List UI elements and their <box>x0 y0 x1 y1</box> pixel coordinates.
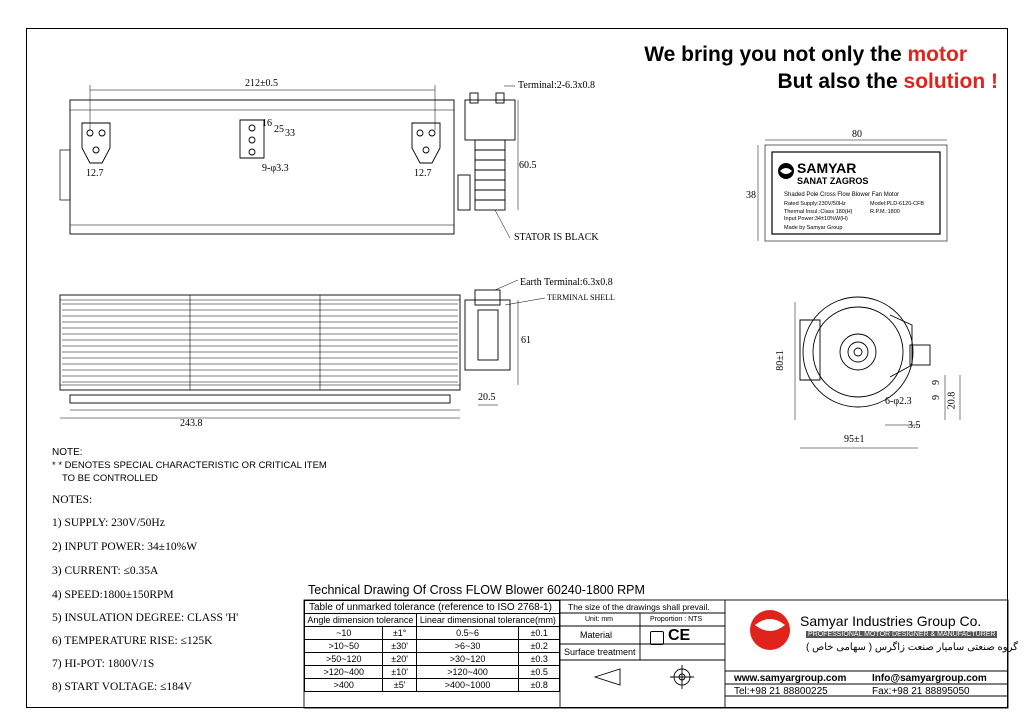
table-cell: ±0.8 <box>519 679 560 692</box>
plate-brand-sub: SANAT ZAGROS <box>797 176 869 186</box>
angle-header: Angle dimension tolerance <box>305 614 417 627</box>
table-row <box>305 627 560 640</box>
table-row <box>305 679 560 692</box>
end-holes-dim: 6-φ2.3 <box>885 396 912 407</box>
table-cell: >400 <box>305 679 383 692</box>
headline-line2-prefix: But also the <box>777 70 904 93</box>
table-cell: ±0.3 <box>519 653 560 666</box>
surface-label: Surface treatment <box>564 647 636 657</box>
plate-input: Input Power:34±10%W(H) <box>784 216 848 222</box>
notes-item: 2) INPUT POWER: 34±10%W <box>52 541 198 553</box>
notes-item: 5) INSULATION DEGREE: CLASS 'H' <box>52 612 239 624</box>
company-tel: Tel:+98 21 88800225 <box>734 686 828 697</box>
company-persian: گروه صنعتی سامیار صنعت زاگرس ( سهامی خاص ) <box>806 642 1018 653</box>
plate-rated: Rated Supply:230V/50Hz <box>784 201 846 207</box>
table-cell: ±0.2 <box>519 640 560 653</box>
company-logo-mark <box>750 610 790 650</box>
table-cell: ±5' <box>383 679 416 692</box>
company-tagline: PROFESSIONAL MOTOR DESIGNER & MANUFACTURER <box>808 631 996 638</box>
side-height-dim: 61 <box>521 335 531 346</box>
table-cell: >30~120 <box>416 653 519 666</box>
notes-item: 7) HI-POT: 1800V/1S <box>52 658 155 670</box>
notes-item: 6) TEMPERATURE RISE: ≤125K <box>52 635 213 647</box>
hole-right-dim: 12.7 <box>414 168 432 179</box>
table-cell: >50~120 <box>305 653 383 666</box>
certificate-icon <box>650 631 664 645</box>
holes-dim: 9-φ3.3 <box>262 163 289 174</box>
terminal-shell-label: TERMINAL SHELL <box>547 293 615 302</box>
end-dim-9: 9 <box>931 380 942 385</box>
table-cell: ±0.5 <box>519 666 560 679</box>
headline-line1-accent: motor <box>907 43 967 66</box>
company-web[interactable]: www.samyargroup.com <box>734 673 847 684</box>
table-cell: >120~400 <box>305 666 383 679</box>
top-height-dim: 60.5 <box>519 160 537 171</box>
note-title: NOTE: <box>52 447 83 458</box>
table-cell: ±30' <box>383 640 416 653</box>
table-cell: ±0.1 <box>519 627 560 640</box>
table-cell: ±10' <box>383 666 416 679</box>
table-cell: ±20' <box>383 653 416 666</box>
dim-16: 16 <box>262 118 272 129</box>
end-dim-20-8: 20.8 <box>946 391 958 410</box>
prevail-note: The size of the drawings shall prevail. <box>568 602 710 612</box>
top-width-dim: 212±0.5 <box>245 78 278 89</box>
end-height-dim: 80±1 <box>774 350 786 371</box>
table-cell: ±1° <box>383 627 416 640</box>
company-name: Samyar Industries Group Co. <box>800 613 982 629</box>
stator-label: STATOR IS BLACK <box>514 232 599 243</box>
end-width-dim: 95±1 <box>844 434 865 445</box>
linear-header: Linear dimensional tolerance(mm) <box>416 614 559 627</box>
fan-blades <box>62 304 458 382</box>
plate-brand: SAMYAR <box>797 160 857 176</box>
tolerance-table-title: Table of unmarked tolerance (reference to ISO 2768-1) <box>305 601 560 614</box>
tolerance-table <box>304 600 560 692</box>
plate-thermal: Thermal Insul.:Class 180(H) <box>784 209 853 215</box>
plate-rpm: R.P.M.:1800 <box>870 209 900 215</box>
note-line2: TO BE CONTROLLED <box>62 473 158 484</box>
company-fax: Fax:+98 21 88895050 <box>872 686 970 697</box>
length-dim: 243.8 <box>180 418 203 429</box>
dim-33: 33 <box>285 128 295 139</box>
terminal-label: Terminal:2-6.3x0.8 <box>518 80 596 91</box>
table-cell: >6~30 <box>416 640 519 653</box>
table-row <box>305 640 560 653</box>
unit-label: Unit: mm <box>585 616 613 623</box>
notes-item: 3) CURRENT: ≤0.35A <box>52 565 159 577</box>
table-cell: ~10 <box>305 627 383 640</box>
table-cell: >120~400 <box>416 666 519 679</box>
label-plate-logo <box>778 163 794 179</box>
motor-width-dim: 20.5 <box>478 392 496 403</box>
notes-item: 4) SPEED:1800±150RPM <box>52 589 174 601</box>
notes-item: 1) SUPPLY: 230V/50Hz <box>52 517 165 529</box>
headline-line2-accent: solution ! <box>903 70 998 93</box>
table-cell: >10~50 <box>305 640 383 653</box>
plate-model: Model:PLD-6120-CFB <box>870 201 925 207</box>
proportion-label: Proportion : NTS <box>650 616 703 623</box>
hole-left-dim: 12.7 <box>86 168 104 179</box>
table-cell: >400~1000 <box>416 679 519 692</box>
headline-line1-prefix: We bring you not only the <box>644 43 908 66</box>
plate-made: Made by Samyar Group <box>784 225 843 231</box>
end-dim-3-5: 3.5 <box>908 420 921 431</box>
company-email[interactable]: Info@samyargroup.com <box>872 673 987 684</box>
table-row <box>305 653 560 666</box>
drawing-title: Technical Drawing Of Cross FLOW Blower 60240-1800 RPM <box>308 583 645 597</box>
notes-title: NOTES: <box>52 494 93 506</box>
note-line1: * * DENOTES SPECIAL CHARACTERISTIC OR CRITICAL ITEM <box>52 460 327 471</box>
plate-line1: Shaded Pole Cross Flow Blower Fan Motor <box>784 192 900 198</box>
end-dim-9b: 9 <box>931 395 942 400</box>
table-cell: 0.5~6 <box>416 627 519 640</box>
plate-height-dim: 38 <box>746 190 756 201</box>
material-label: Material <box>580 630 613 640</box>
ce-mark: CE <box>668 627 691 644</box>
notes-item: 8) START VOLTAGE: ≤184V <box>52 681 192 693</box>
plate-width-dim: 80 <box>852 129 862 140</box>
earth-terminal-label: Earth Terminal:6.3x0.8 <box>520 277 613 288</box>
dim-25: 25 <box>274 124 284 135</box>
table-row <box>305 666 560 679</box>
